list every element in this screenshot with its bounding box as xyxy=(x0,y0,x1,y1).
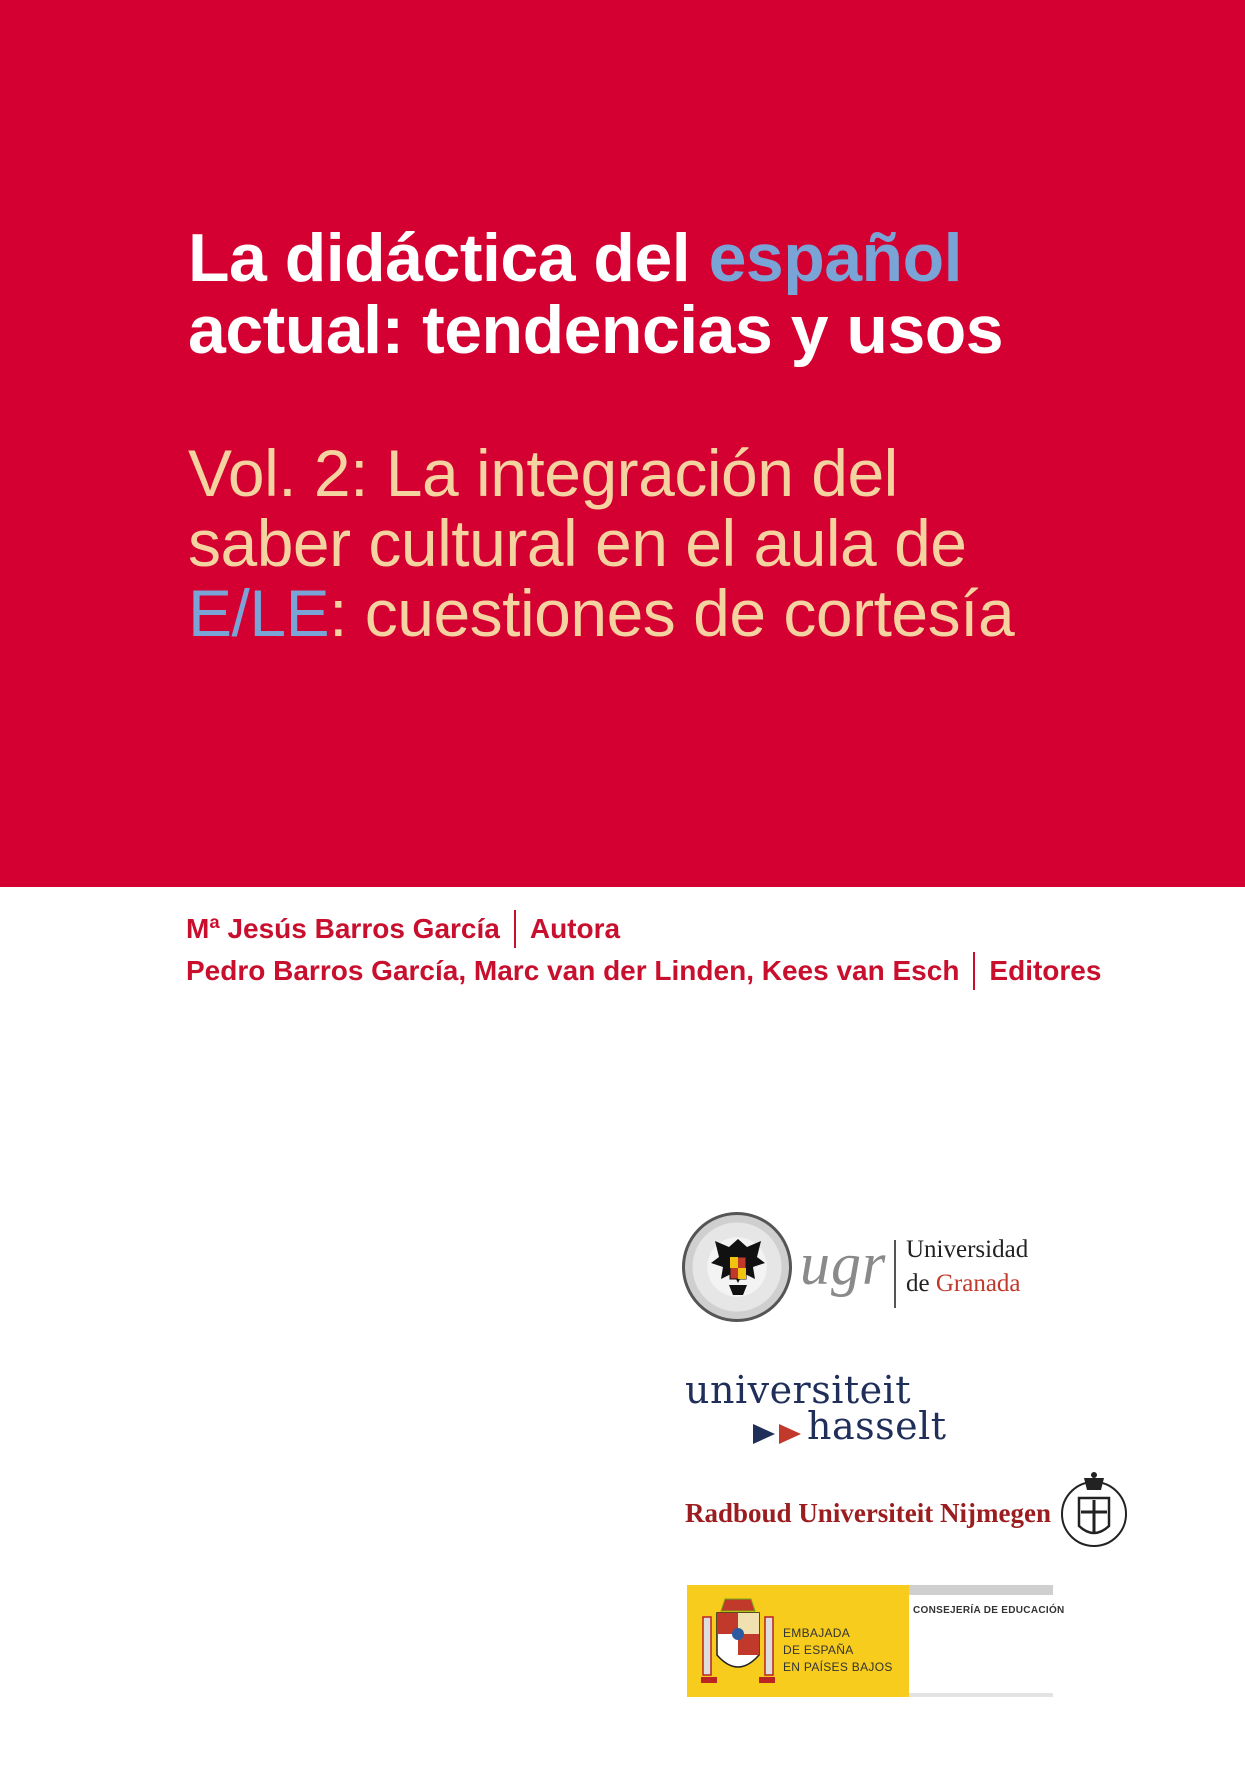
radboud-logo xyxy=(685,1468,1135,1552)
separator-bar xyxy=(973,952,975,990)
logo-divider xyxy=(894,1240,896,1308)
ugr-name-accent: Granada xyxy=(935,1270,1021,1297)
embajada-line1: EMBAJADA xyxy=(783,1626,851,1640)
subtitle-line3: : cuestiones de cortesía xyxy=(329,576,1015,650)
title-part1: La didáctica del xyxy=(188,220,709,296)
embajada-line3: EN PAÍSES BAJOS xyxy=(783,1660,893,1674)
editors-role: Editores xyxy=(989,955,1102,986)
subtitle-line2: saber cultural en el aula de xyxy=(188,506,967,580)
separator-bar xyxy=(514,910,516,948)
university-seal-icon xyxy=(682,1212,792,1322)
title-part2: actual: tendencias y usos xyxy=(188,292,1004,368)
subtitle-highlight: E/LE xyxy=(188,576,330,650)
volume-subtitle xyxy=(188,438,1014,648)
title-highlight: español xyxy=(708,220,963,296)
ugr-name-line1: Universidad xyxy=(906,1236,1029,1263)
embajada-line2: DE ESPAÑA xyxy=(783,1643,854,1657)
author-name: Mª Jesús Barros García xyxy=(186,913,500,944)
ugr-wordmark: ugr xyxy=(800,1231,887,1297)
consejeria-label: CONSEJERÍA DE EDUCACIÓN xyxy=(913,1605,1065,1616)
embajada-logo xyxy=(687,1585,1065,1697)
editors-names: Pedro Barros García, Marc van der Linden, Kees van Esch xyxy=(186,955,960,986)
radboud-name: Radboud Universiteit Nijmegen xyxy=(685,1498,1051,1528)
embajada-grey-bar-bottom xyxy=(909,1693,1053,1697)
editors-line xyxy=(186,950,1101,992)
author-line xyxy=(186,908,1101,950)
embajada-text xyxy=(783,1625,893,1676)
double-arrow-icon xyxy=(753,1422,807,1446)
spanish-coat-of-arms-icon xyxy=(699,1593,777,1689)
ugr-logo xyxy=(682,1212,1052,1330)
hasselt-logo xyxy=(685,1368,955,1458)
book-title xyxy=(188,222,1003,366)
subtitle-line1: Vol. 2: La integración del xyxy=(188,436,898,510)
radboud-crest-icon xyxy=(1057,1468,1131,1552)
ugr-name-prefix: de xyxy=(906,1270,936,1297)
embajada-grey-bar xyxy=(909,1585,1053,1595)
ugr-name-line2 xyxy=(906,1270,1021,1298)
hasselt-line2: hasselt xyxy=(807,1404,947,1448)
credits xyxy=(186,908,1101,992)
author-role: Autora xyxy=(529,913,621,944)
hasselt-line1: universiteit xyxy=(685,1368,912,1412)
